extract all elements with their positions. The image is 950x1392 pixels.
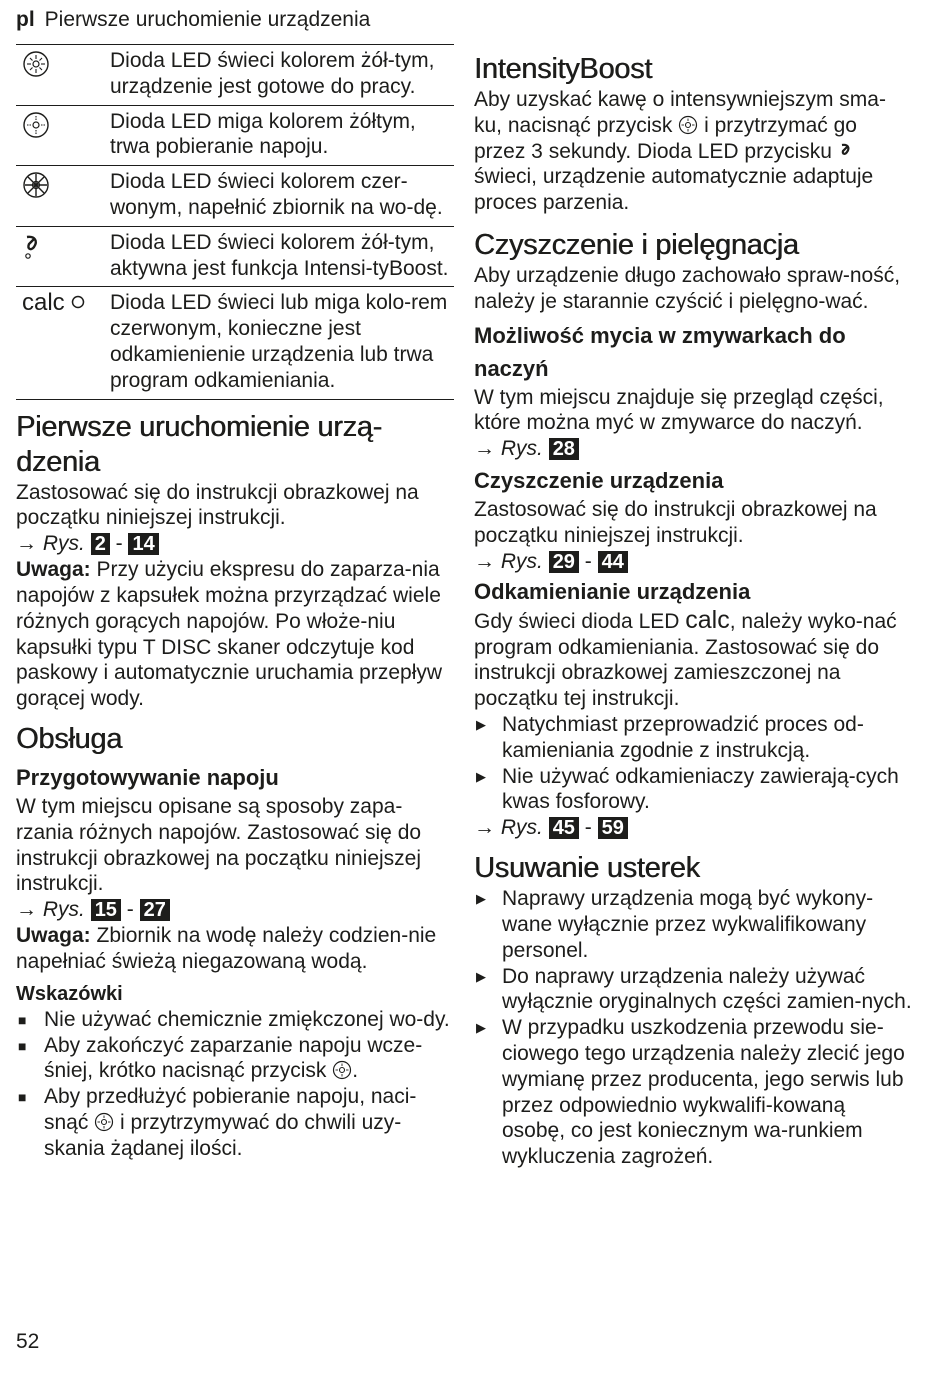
first-use-text: Zastosować się do instrukcji obrazkowej na początku niniejszej instrukcji. (16, 480, 419, 530)
intensity-boost-icon (22, 232, 50, 260)
operation-heading: Obsługa (16, 722, 122, 755)
intensity-boost-text: Aby uzyskać kawę o intensywniejszym sma-ku, nacisnąć przycisk i przytrzymać go przez 3 sekundy. Dioda LED przycisku świeci, urządzenie automatycznie adaptuje proces parzenia. (474, 88, 886, 215)
dishwasher-text: W tym miejscu znajduje się przegląd części, które można myć w zmywarce do naczyń. (474, 385, 884, 435)
brew-button-icon (332, 1060, 352, 1080)
figure-reference: → Rys. 45 - 59 (474, 815, 912, 841)
cleaning-text: Aby urządzenie długo zachowało spraw-ność, należy je starannie czyścić i pielęgno-wać. (474, 263, 901, 313)
descaling-list (474, 712, 912, 815)
intensity-boost-icon (838, 141, 858, 161)
led-description: Dioda LED miga kolorem żółtym, trwa pobieranie napoju. (110, 105, 454, 166)
page-number: 52 (16, 1330, 40, 1353)
descaling-heading: Odkamienianie urządzenia (474, 578, 751, 604)
list-item: ▶ Natychmiast przeprowadzić proces od-kamieniania zgodnie z instrukcją. (476, 712, 864, 762)
table-row (16, 45, 454, 106)
figure-reference: → Rys. 2 - 14 (16, 531, 454, 557)
running-header (16, 8, 370, 32)
list-item: ▶ W przypadku uszkodzenia przewodu sie-ciowego tego urządzenia należy zlecić jego wymianę przez producenta, jego serwis lub przez odpowiednio wykwalifi-kowaną osobę, co jest koniecznym wa-runkiem wykluczenia zagrożeń. (476, 1016, 905, 1169)
list-item: ■ Aby zakończyć zaparzanie napoju wcze-śniej, krótko nacisnąć przycisk . (18, 1033, 423, 1083)
led-description: Dioda LED świeci kolorem czer-wonym, napełnić zbiornik na wo-dę. (110, 166, 454, 227)
table-row (16, 105, 454, 166)
running-header-title: Pierwsze uruchomienie urządzenia (44, 8, 371, 31)
device-cleaning-text: Zastosować się do instrukcji obrazkowej na początku niniejszej instrukcji. (474, 498, 877, 547)
tips-list (16, 1007, 454, 1162)
descaling-text: Gdy świeci dioda LED calc, należy wyko-nać program odkamieniania. Zastosować się do instrukcji obrazkowej zamieszczonej na początku tej instrukcji. (474, 605, 897, 711)
led-water-tank-icon (22, 171, 50, 199)
cleaning-heading: Czyszczenie i pielęgnacja (474, 228, 799, 261)
operation-note: Uwaga: Zbiornik na wodę należy codzien-nie napełniać świeżą niegazowaną wodą. (16, 924, 437, 973)
brew-button-icon (678, 115, 698, 135)
led-description: Dioda LED świeci lub miga kolo-rem czerwonym, konieczne jest odkamienienie urządzenia lub trwa program odkamieniania. (110, 287, 454, 399)
tips-heading: Wskazówki (16, 982, 123, 1005)
led-status-table (16, 44, 454, 400)
led-sun-yellow-icon (22, 50, 50, 78)
language-code: pl (16, 8, 35, 31)
right-column (474, 52, 912, 1170)
list-item: ▶ Nie używać odkamieniaczy zawierają-cych kwas fosforowy. (476, 764, 899, 814)
list-item: ■ Nie używać chemicznie zmiękczonej wo-dy. (18, 1007, 450, 1031)
led-sun-yellow-blink-icon (22, 111, 50, 139)
table-row (16, 166, 454, 227)
figure-reference: → Rys. 15 - 27 (16, 897, 454, 923)
device-cleaning-heading: Czyszczenie urządzenia (474, 468, 724, 494)
left-column (16, 44, 454, 1162)
table-row (16, 287, 454, 399)
prepare-drink-heading: Przygotowywanie napoju (16, 764, 279, 790)
list-item: ▶ Naprawy urządzenia mogą być wykony-wane wyłącznie przez wykwalifikowany personel. (476, 887, 874, 962)
calc-label: calc (22, 289, 65, 317)
figure-reference: → Rys. 28 (474, 436, 912, 462)
troubleshooting-list (474, 886, 912, 1170)
led-description: Dioda LED świeci kolorem żół-tym, aktywna jest funkcja Intensi-tyBoost. (110, 226, 454, 287)
calc-led-icon (71, 295, 85, 309)
troubleshooting-heading: Usuwanie usterek (474, 852, 700, 885)
figure-reference: → Rys. 29 - 44 (474, 549, 912, 575)
intensity-boost-heading: IntensityBoost (474, 53, 652, 85)
list-item: ▶ Do naprawy urządzenia należy używać wyłącznie oryginalnych części zamien-nych. (476, 964, 912, 1014)
brew-button-icon (94, 1112, 114, 1132)
dishwasher-heading: Możliwość mycia w zmywarkach do naczyń (474, 322, 846, 381)
table-row (16, 226, 454, 287)
list-item: ■ Aby przedłużyć pobieranie napoju, naci-snąć i przytrzymywać do chwili uzy-skania żądanej ilości. (18, 1085, 417, 1160)
led-description: Dioda LED świeci kolorem żół-tym, urządzenie jest gotowe do pracy. (110, 45, 454, 106)
first-use-heading: Pierwsze uruchomienie urzą- dzenia (16, 410, 382, 478)
prepare-drink-text: W tym miejscu opisane są sposoby zapa-rzania różnych napojów. Zastosować się do instrukcji obrazkowej na początku niniejszej instrukcji. (16, 794, 422, 896)
first-use-note: Uwaga: Przy użyciu ekspresu do zaparza-nia napojów z kapsułek można przyrządzać wiele różnych gorących napojów. Po włoże-niu kapsułki typu T DISC skaner odczytuje kod paskowy i automatycznie uruchamia przepływ gorącej wody. (16, 558, 443, 711)
